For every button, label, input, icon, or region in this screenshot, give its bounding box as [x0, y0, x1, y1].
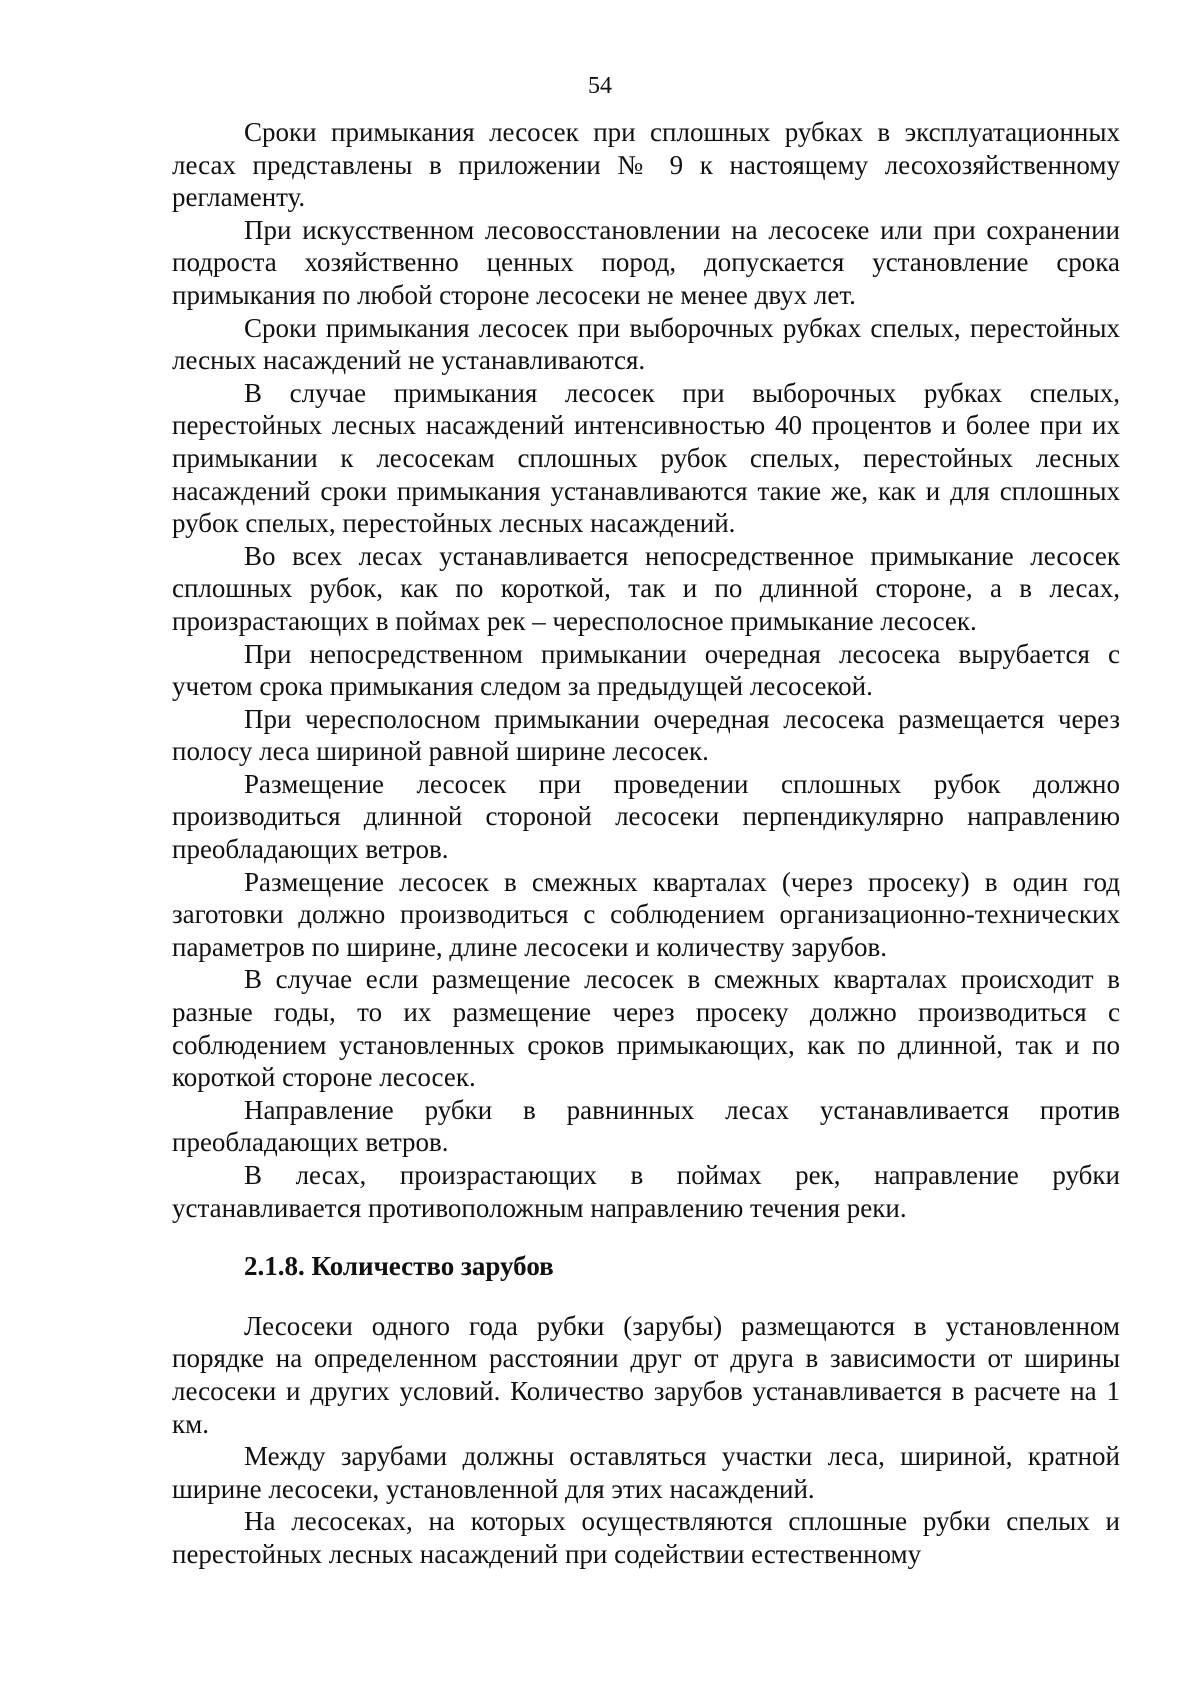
- paragraph: В случае примыкания лесосек при выборочных рубках спелых, перестойных лесных насаждений интенсивностью 40 процентов и более при их примыкании к лесосекам сплошных рубок спелых, перестойных лесных насаждений сроки примыкания устанавливаются такие же, как и для сплошных рубок спелых, перестойных лесных насаждений.: [172, 377, 1120, 539]
- paragraph: Размещение лесосек при проведении сплошных рубок должно производиться длинной стороной лесосеки перпендикулярно направлению преобладающих ветров.: [172, 768, 1120, 865]
- paragraph: При чересполосном примыкании очередная лесосека размещается через полосу леса шириной равной ширине лесосек.: [172, 703, 1120, 767]
- paragraph: При непосредственном примыкании очередная лесосека вырубается с учетом срока примыкания следом за предыдущей лесосекой.: [172, 638, 1120, 702]
- paragraph: Размещение лесосек в смежных кварталах (через просеку) в один год заготовки должно производиться с соблюдением организационно-технических параметров по ширине, длине лесосеки и количеству зарубов.: [172, 866, 1120, 962]
- paragraph: Направление рубки в равнинных лесах устанавливается против преобладающих ветров.: [172, 1094, 1120, 1158]
- paragraph: Между зарубами должны оставляться участки леса, шириной, кратной ширине лесосеки, установленной для этих насаждений.: [172, 1441, 1120, 1504]
- paragraph: Во всех лесах устанавливается непосредственное примыкание лесосек сплошных рубок, как по короткой, так и по длинной стороне, а в лесах, произрастающих в поймах рек – чересполосное примыкание лесосек.: [172, 540, 1120, 636]
- paragraph: Сроки примыкания лесосек при сплошных рубках в эксплуатационных лесах представлены в приложении № 9 к настоящему лесохозяйственному регламенту.: [172, 117, 1120, 213]
- paragraph: В случае если размещение лесосек в смежных кварталах происходит в разные годы, то их размещение через просеку должно производиться с соблюдением установленных сроков примыкающих, как по длинной, так и по короткой стороне лесосек.: [172, 964, 1120, 1093]
- section-heading: 2.1.8. Количество зарубов: [244, 1251, 554, 1282]
- paragraph: Лесосеки одного года рубки (зарубы) размещаются в установленном порядке на определенном расстоянии друг от друга в зависимости от ширины лесосеки и других условий. Количество зарубов устанавливается в расчете на 1 км.: [172, 1310, 1120, 1439]
- document-body: [172, 116, 1120, 1571]
- paragraph: В лесах, произрастающих в поймах рек, направление рубки устанавливается противоположным направлению течения реки.: [172, 1160, 1120, 1223]
- paragraph: Сроки примыкания лесосек при выборочных рубках спелых, перестойных лесных насаждений не устанавливаются.: [172, 312, 1120, 376]
- page-number: 54: [588, 73, 612, 99]
- paragraph: На лесосеках, на которых осуществляются сплошные рубки спелых и перестойных лесных насаждений при содействии естественному: [172, 1506, 1120, 1569]
- paragraph: При искусственном лесовосстановлении на лесосеке или при сохранении подроста хозяйственно ценных пород, допускается установление срока примыкания по любой стороне лесосеки не менее двух лет.: [172, 214, 1120, 310]
